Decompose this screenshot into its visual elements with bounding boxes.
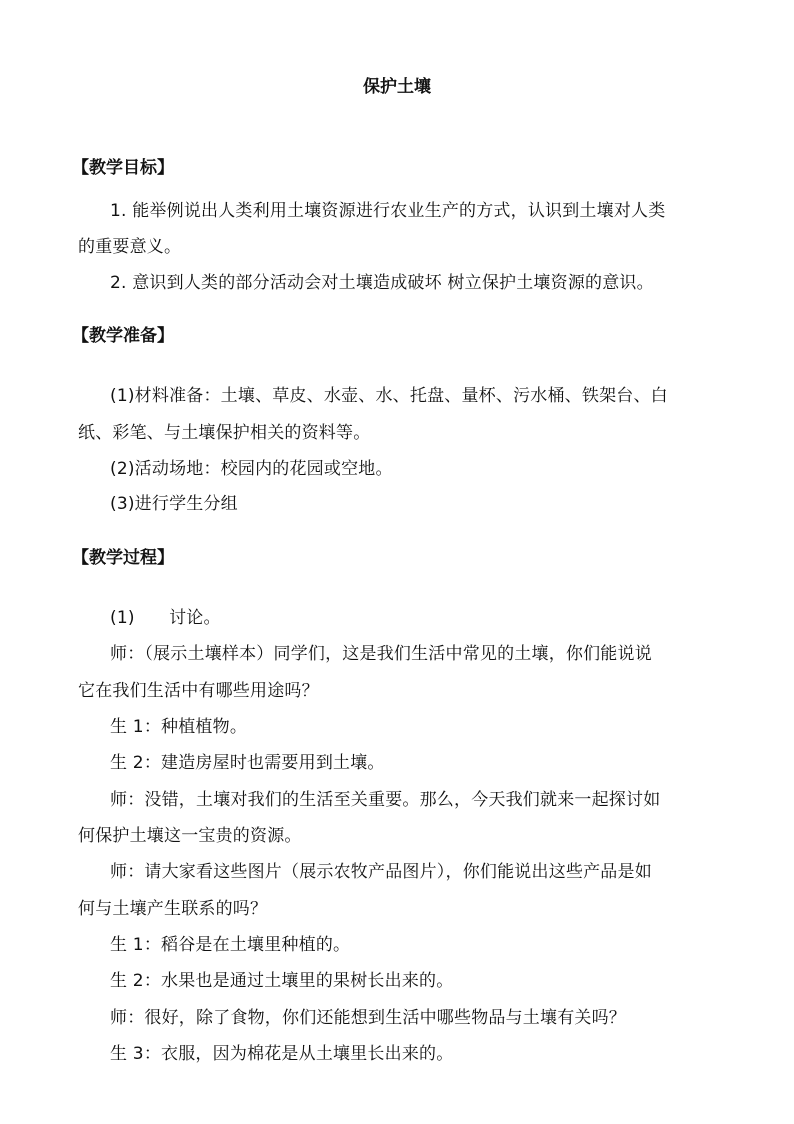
paragraph-line: 师：（展示土壤样本）同学们，这是我们生活中常见的土壤，你们能说说 [110, 644, 652, 664]
paragraph-line: 它在我们生活中有哪些用途吗？ [78, 681, 319, 701]
paragraph-line: 生 3：衣服，因为棉花是从土壤里长出来的。 [110, 1044, 454, 1064]
paragraph-line: 师：没错，土壤对我们的生活至关重要。那么，今天我们就来一起探讨如 [110, 790, 661, 810]
paragraph-line: (2)活动场地：校园内的花园或空地。 [110, 459, 393, 479]
paragraph-line: 何保护土壤这一宝贵的资源。 [78, 826, 302, 846]
paragraph-line: 1. 能举例说出人类利用土壤资源进行农业生产的方式，认识到土壤对人类 [110, 201, 666, 221]
paragraph-line: 生 2：建造房屋时也需要用到土壤。 [110, 753, 385, 773]
paragraph-line: (1) 讨论。 [110, 608, 221, 628]
paragraph-line: 师：很好，除了食物，你们还能想到生活中哪些物品与土壤有关吗？ [110, 1008, 626, 1028]
document-title: 保护土壤 [363, 77, 431, 97]
paragraph-line: 生 1：种植植物。 [110, 717, 248, 737]
paragraph-line: 师：请大家看这些图片（展示农牧产品图片），你们能说出这些产品是如 [110, 862, 652, 882]
paragraph-line: (3)进行学生分组 [110, 494, 238, 514]
paragraph-line: 生 1：稻谷是在土壤里种植的。 [110, 935, 351, 955]
paragraph-line: (1)材料准备：土壤、草皮、水壶、水、托盘、量杯、污水桶、铁架台、白 [110, 386, 668, 406]
paragraph-line: 纸、彩笔、与土壤保护相关的资料等。 [78, 423, 371, 443]
section-heading-process: 【教学过程】 [72, 548, 174, 568]
section-heading-preparation: 【教学准备】 [72, 326, 174, 346]
paragraph-line: 生 2：水果也是通过土壤里的果树长出来的。 [110, 971, 454, 991]
paragraph-line: 2. 意识到人类的部分活动会对土壤造成破坏 树立保护土壤资源的意识。 [110, 273, 654, 293]
paragraph-line: 何与土壤产生联系的吗？ [78, 899, 268, 919]
paragraph-line: 的重要意义。 [78, 237, 182, 257]
section-heading-goals: 【教学目标】 [72, 158, 174, 178]
